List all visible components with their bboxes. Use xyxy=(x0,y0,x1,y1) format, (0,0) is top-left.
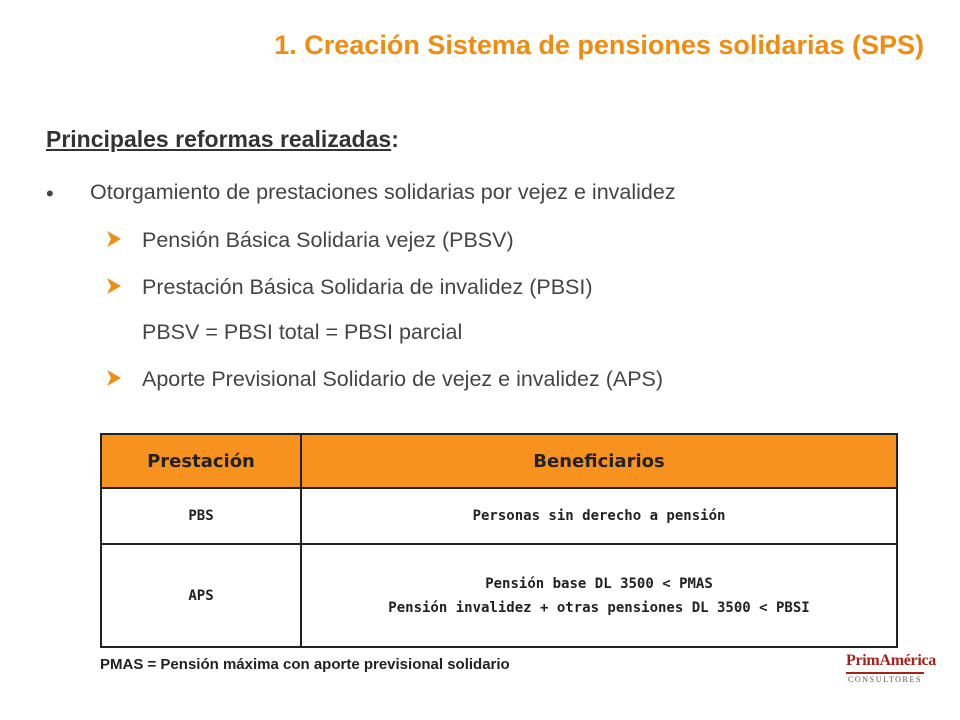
beneficiario-line: Personas sin derecho a pensión xyxy=(472,508,726,524)
bullet-dot-icon: • xyxy=(46,181,54,206)
header-beneficiarios: Beneficiarios xyxy=(301,434,897,488)
logo-sub-text: CONSULTORES xyxy=(847,675,923,684)
benefits-table xyxy=(100,433,898,648)
cell-prestacion: APS xyxy=(101,544,301,647)
slide-title: 1. Creación Sistema de pensiones solidarias (SPS) xyxy=(274,30,924,60)
logo-main-text: PrimAmérica xyxy=(846,652,936,669)
cell-beneficiarios xyxy=(301,488,897,544)
company-logo xyxy=(846,652,936,684)
logo-rule xyxy=(846,672,924,674)
table-header-row xyxy=(101,434,897,488)
section-heading xyxy=(46,126,399,153)
subitem-pbsi: Prestación Básica Solidaria de invalidez (PBSI) xyxy=(142,275,593,299)
subitem-equation: PBSV = PBSI total = PBSI parcial xyxy=(142,320,463,344)
table-row xyxy=(101,544,897,647)
footnote: PMAS = Pensión máxima con aporte previsional solidario xyxy=(100,656,510,673)
section-heading-colon: : xyxy=(391,126,399,152)
beneficiario-line: Pensión invalidez + otras pensiones DL 3500 < PBSI xyxy=(388,599,810,616)
bullet-text: Otorgamiento de prestaciones solidarias por vejez e invalidez xyxy=(90,180,676,204)
arrow-bullet-icon xyxy=(107,278,121,294)
table-row xyxy=(101,488,897,544)
subitem-aps: Aporte Previsional Solidario de vejez e invalidez (APS) xyxy=(142,367,664,391)
section-heading-text: Principales reformas realizadas xyxy=(46,126,392,152)
subitem-pbsv: Pensión Básica Solidaria vejez (PBSV) xyxy=(142,228,514,252)
header-prestacion: Prestación xyxy=(101,434,301,488)
cell-prestacion: PBS xyxy=(101,488,301,544)
beneficiario-line: Pensión base DL 3500 < PMAS xyxy=(485,575,713,592)
arrow-bullet-icon xyxy=(107,370,121,386)
cell-beneficiarios xyxy=(301,544,897,647)
arrow-bullet-icon xyxy=(107,231,121,247)
